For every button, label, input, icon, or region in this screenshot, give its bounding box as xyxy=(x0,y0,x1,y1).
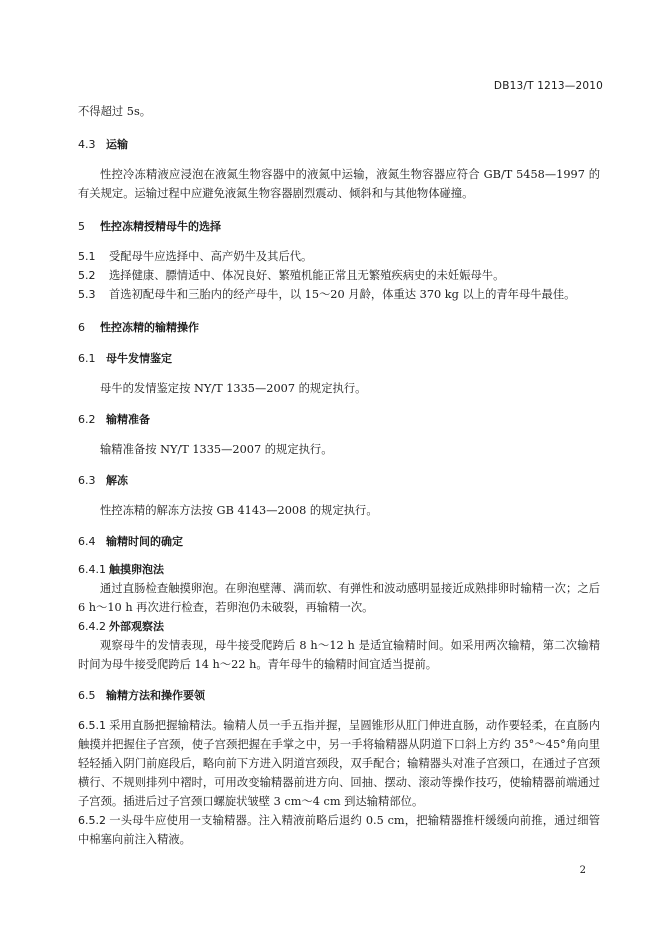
heading-5: 5 性控冻精授精母牛的选择 xyxy=(78,220,221,233)
heading-6-3: 6.3 解冻 xyxy=(78,474,128,487)
paragraph-6-2: 输精准备按 NY/T 1335—2007 的规定执行。 xyxy=(100,443,333,456)
item-5-3: 5.3 首选初配母牛和三胎内的经产母牛，以 15～20 月龄，体重达 370 kg 以上的青年母牛最佳。 xyxy=(78,288,576,301)
item-6-5-2: 6.5.2 一头母牛应使用一支输精器。注入精液前略后退约 0.5 cm，把输精器推杆缓缓向前推，通过细管中棉塞向前注入精液。 xyxy=(78,814,600,846)
heading-6-4-2: 6.4.2 外部观察法 xyxy=(78,620,164,633)
heading-4-3: 4.3 运输 xyxy=(78,138,128,151)
paragraph-6-1: 母牛的发情鉴定按 NY/T 1335—2007 的规定执行。 xyxy=(100,382,367,395)
continued-text: 不得超过 5s。 xyxy=(78,105,152,118)
heading-6-4: 6.4 输精时间的确定 xyxy=(78,535,183,548)
heading-6-1: 6.1 母牛发情鉴定 xyxy=(78,352,172,365)
item-5-2: 5.2 选择健康、膘情适中、体况良好、繁殖机能正常且无繁殖疾病史的未妊娠母牛。 xyxy=(78,269,505,282)
item-6-5-1: 6.5.1 采用直肠把握输精法。输精人员一手五指并握，呈圆锥形从肛门伸进直肠，动作要轻柔，在直肠内触摸并把握住子宫颈，使子宫颈把握在手掌之中，另一手将输精器从阴道下口斜上方约 35°～45°角向里轻轻插入阴门前庭段后，略向前下方进入阴道宫颈段，双手配合；输精器头对准子宫颈口，在通过子宫颈横行、不规则排列中褶时，可用改变输精器前进方向、回抽、摆动、滚动等操作技巧，使输精器前端通过子宫颈。插进后过子宫颈口螺旋状皱壁 3 cm～4 cm 到达输精部位。 xyxy=(78,719,600,808)
heading-6-4-1: 6.4.1 触摸卵泡法 xyxy=(78,563,164,576)
heading-6-5: 6.5 输精方法和操作要领 xyxy=(78,689,205,702)
heading-6: 6 性控冻精的输精操作 xyxy=(78,321,199,334)
paragraph-6-4-1: 通过直肠检查触摸卵泡。在卵泡壁薄、满而软、有弹性和波动感明显接近成熟排卵时输精一次；之后 6 h～10 h 再次进行检查，若卵泡仍未破裂，再输精一次。 xyxy=(78,582,600,614)
heading-6-2: 6.2 输精准备 xyxy=(78,413,150,426)
item-5-1: 5.1 受配母牛应选择中、高产奶牛及其后代。 xyxy=(78,250,313,263)
document-code: DB13/T 1213—2010 xyxy=(493,80,603,92)
paragraph-4-3: 性控冷冻精液应浸泡在液氮生物容器中的液氮中运输，液氮生物容器应符合 GB/T 5458—1997 的有关规定。运输过程中应避免液氮生物容器剧烈震动、倾斜和与其他物体碰撞。 xyxy=(78,168,600,200)
paragraph-6-4-2: 观察母牛的发情表现，母牛接受爬跨后 8 h～12 h 是适宜输精时间。如采用两次输精，第二次输精时间为母牛接受爬跨后 14 h～22 h。青年母牛的输精时间宜适当提前。 xyxy=(78,639,600,671)
page-number: 2 xyxy=(579,865,586,876)
paragraph-6-3: 性控冻精的解冻方法按 GB 4143—2008 的规定执行。 xyxy=(100,504,378,517)
page-body xyxy=(78,102,600,849)
